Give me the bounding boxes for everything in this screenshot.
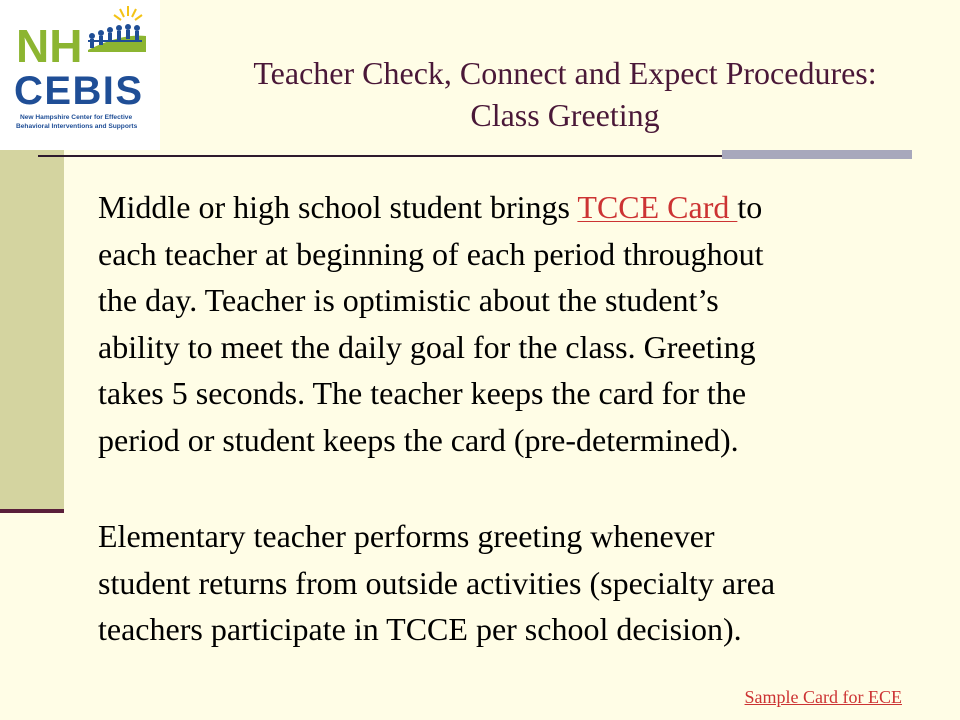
sidebar-divider	[0, 509, 64, 513]
logo-nh-text: NH	[16, 20, 83, 72]
logo-subtitle-line2: Behavioral Interventions and Supports	[16, 123, 138, 130]
sun-icon	[114, 6, 142, 20]
para1-line-4: ability to meet the daily goal for the class. Greeting	[98, 328, 756, 365]
slide-title	[170, 52, 960, 136]
logo-cebis-text: CEBIS	[14, 69, 142, 113]
para1-line-1-text: Middle or high school student brings	[98, 189, 578, 225]
para1-line-2: each teacher at beginning of each period throughout	[98, 235, 764, 272]
para1-line-5: takes 5 seconds. The teacher keeps the card for the	[98, 375, 747, 411]
para2-line-2: student returns from outside activities (specialty area	[98, 564, 776, 601]
logo-graphic	[0, 0, 160, 150]
nhcebis-logo	[0, 0, 160, 150]
para2-line-3: teachers participate in TCCE per school decision).	[98, 611, 742, 647]
tcce-card-link[interactable]: TCCE Card	[577, 189, 738, 225]
sample-card-ece-link[interactable]: Sample Card for ECE	[744, 687, 902, 707]
title-rule-accent	[722, 150, 912, 159]
title-line-2: Class Greeting	[470, 97, 660, 133]
para1-line-1	[98, 184, 898, 231]
para1-line-3: the day. Teacher is optimistic about the student’s	[98, 282, 719, 318]
sidebar-band	[0, 150, 64, 510]
para2-line-1: Elementary teacher performs greeting whenever	[98, 518, 715, 554]
body-paragraph-2	[98, 513, 898, 653]
logo-subtitle-line1: New Hampshire Center for Effective	[20, 114, 133, 121]
para1-line-1-end: to	[737, 189, 763, 225]
body-paragraph-1	[98, 184, 898, 463]
title-line-1: Teacher Check, Connect and Expect Procedures:	[253, 55, 877, 91]
para1-line-6: period or student keeps the card (pre-determined).	[98, 421, 739, 458]
